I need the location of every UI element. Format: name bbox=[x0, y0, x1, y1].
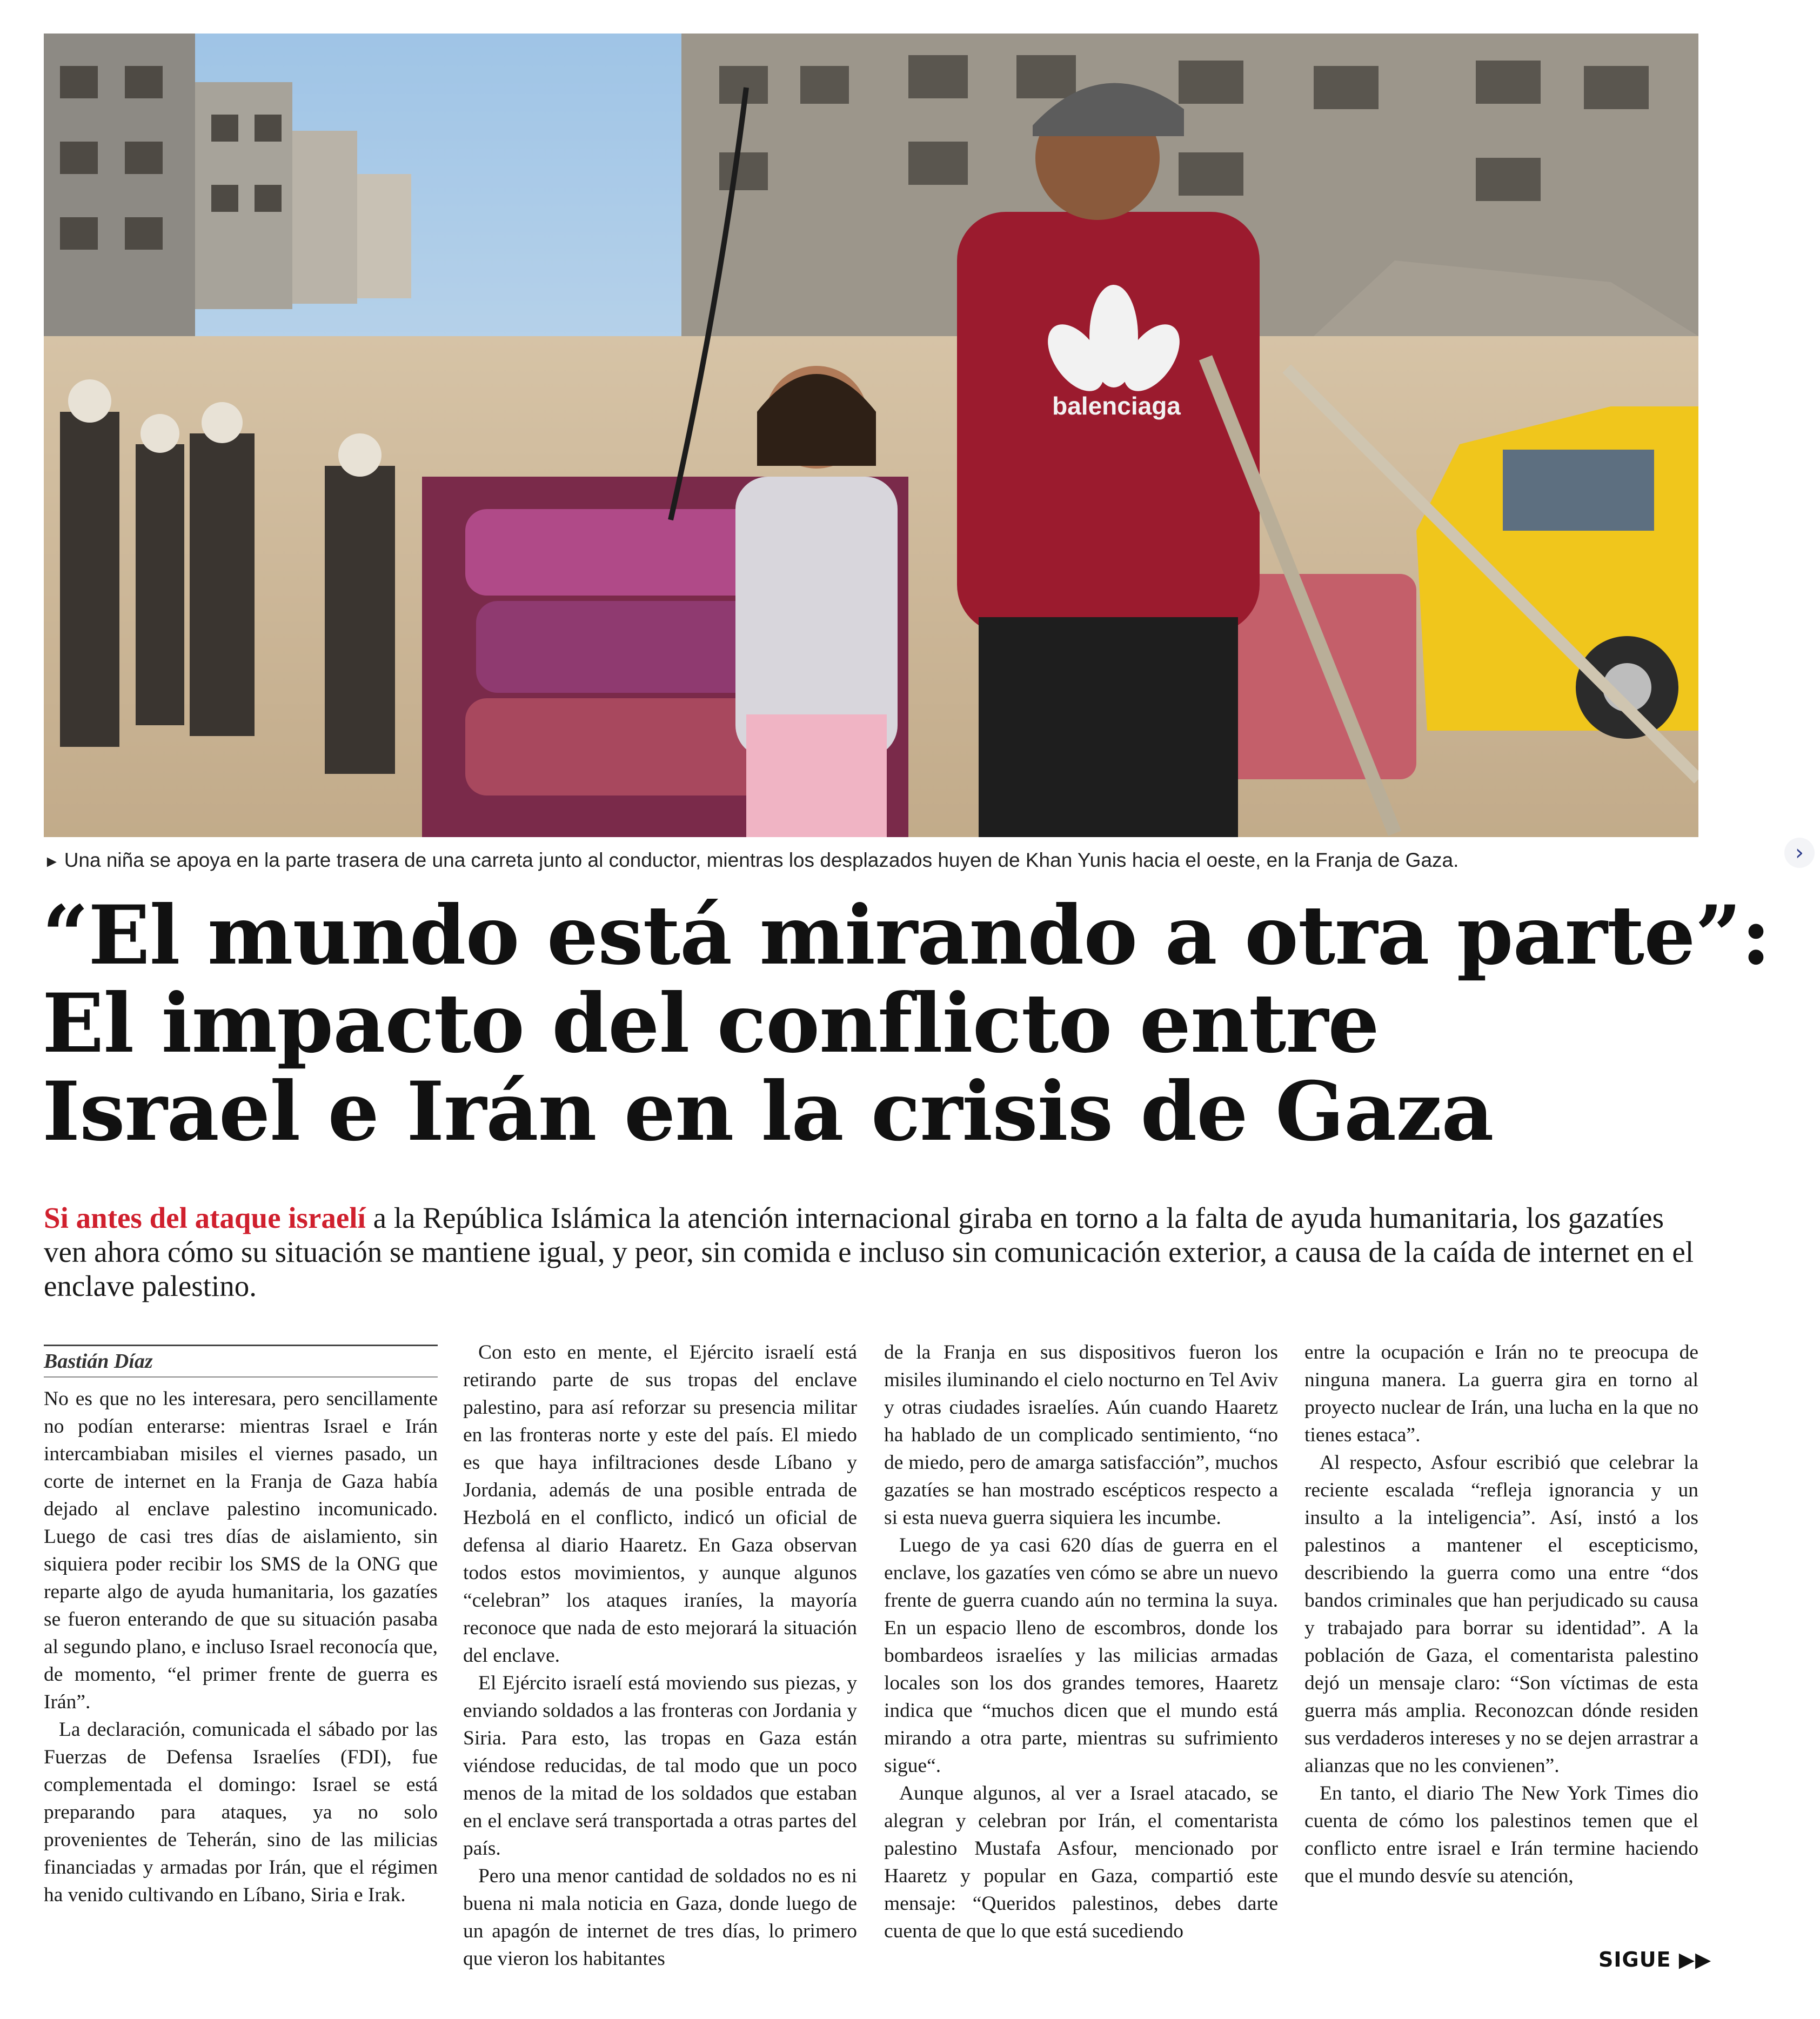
body-column-1 bbox=[44, 1385, 438, 1909]
paragraph: En tanto, el diario The New York Times dio cuenta de cómo los palestinos temen que el conflicto entre israel e Irán termine haciendo que el mundo desvíe su atención, bbox=[1304, 1782, 1698, 1887]
lead-photo bbox=[44, 34, 1698, 837]
paragraph: entre la ocupación e Irán no te preocupa de ninguna manera. La guerra gira en torno al proyecto nuclear de Irán, una lucha en la que no tienes estaca”. bbox=[1304, 1341, 1698, 1446]
byline: Bastián Díaz bbox=[44, 1350, 153, 1373]
headline-line-1: “El mundo está mirando a otra parte”: bbox=[42, 888, 1771, 983]
paragraph: La declaración, comunicada el sábado por las Fuerzas de Defensa Israelíes (FDI), fue complementada el domingo: Israel se está preparando para ataques, ya no solo provenientes de Teherán, sino de las milicias financiadas y armadas por Irán, que el régimen ha venido cultivando en Líbano, Siria e Irak. bbox=[44, 1719, 438, 1906]
photo-illustration bbox=[44, 34, 1698, 837]
paragraph: No es que no les interesara, pero sencillamente no podían enterarse: mientras Israel e Irán intercambiaban misiles el viernes pasado, un corte de internet en la Franja de Gaza había dejado al enclave palestino incomunicado. Luego de casi tres días de aislamiento, sin siquiera poder recibir los SMS de la ONG que reparte algo de ayuda humanitaria, los gazatíes se fueron enterando de que su situación pasaba al segundo plano, e incluso Israel reconocía que, de momento, “el primer frente de guerra es Irán”. bbox=[44, 1388, 438, 1713]
caption-text: Una niña se apoya en la parte trasera de una carreta junto al conductor, mientras los desplazados huyen de Khan Yunis hacia el oeste, en la Franja de Gaza. bbox=[64, 849, 1459, 871]
byline-rule-bottom bbox=[44, 1376, 438, 1378]
paragraph: Aunque algunos, al ver a Israel atacado, se alegran y celebran por Irán, el comentarista palestino Mustafa Asfour, mencionado por Haaretz y popular en Gaza, compartió este mensaje: “Queridos palestinos, debes darte cuenta de que lo que está sucediendo bbox=[884, 1782, 1278, 1942]
paragraph: Luego de ya casi 620 días de guerra en el enclave, los gazatíes ven cómo se abre un nuevo frente de guerra cuando aún no termina la suya. En un espacio lleno de escombros, donde los bombardeos israelíes y las milicias armadas locales son los dos grandes temores, Haaretz indica que “muchos dicen que el mundo está mirando a otra parte, mientras su sufrimiento sigue“. bbox=[884, 1534, 1278, 1777]
paragraph: Pero una menor cantidad de soldados no es ni buena ni mala noticia en Gaza, donde luego de un apagón de internet de tres días, lo primero que vieron los habitantes bbox=[463, 1865, 857, 1970]
body-column-4 bbox=[1304, 1339, 1698, 1890]
headline-line-2: El impacto del conflicto entre bbox=[42, 976, 1379, 1071]
standfirst-text: a la República Islámica la atención internacional giraba en torno a la falta de ayuda humanitaria, los gazatíes ven ahora cómo su situación se mantiene igual, y peor, sin comida e incluso sin comunicación exterior, a causa de la caída de internet en el enclave palestino. bbox=[44, 1201, 1694, 1302]
caption-marker-icon: ► bbox=[44, 853, 60, 871]
shirt-brand-text: balenciaga bbox=[1052, 392, 1181, 420]
paragraph: El Ejército israelí está moviendo sus piezas, y enviando soldados a las fronteras con Jordania y Siria. Para esto, las tropas en Gaza están viéndose reducidas, de tal modo que un poco menos de la mitad de los soldados que estaban en el enclave será transportada a otras partes del país. bbox=[463, 1672, 857, 1860]
paragraph: Con esto en mente, el Ejército israelí está retirando parte de sus tropas del enclave palestino, para así reforzar su presencia militar en las fronteras norte y este del país. El miedo es que haya infiltraciones desde Líbano y Jordania, además de una posible entrada de Hezbolá en el conflicto, indicó un oficial de defensa al diario Haaretz. En Gaza observan todos estos movimientos, y aunque algunos “celebran” los ataques iraníes, la mayoría reconoce que nada de esto mejorará la situación del enclave. bbox=[463, 1341, 857, 1667]
standfirst-lead: Si antes del ataque israelí bbox=[44, 1201, 366, 1234]
headline bbox=[42, 888, 1771, 1159]
paragraph: Al respecto, Asfour escribió que celebrar la reciente escalada “refleja ignorancia y un insulto a la inteligencia”. Así, instó a los palestinos a mantener el escepticismo, describiendo la guerra como una entre “dos bandos criminales que han perjudicado su causa y trabajado para borrar su identidad”. A la población de Gaza, el comentarista palestino dejó un mensaje claro: “Son víctimas de esta guerra más amplia. Reconozcan dónde residen sus verdaderos intereses y no se dejen arrastrar a alianzas que no les convienen”. bbox=[1304, 1452, 1698, 1777]
headline-line-3: Israel e Irán en la crisis de Gaza bbox=[42, 1064, 1494, 1159]
body-column-2 bbox=[463, 1339, 857, 1973]
standfirst bbox=[44, 1201, 1698, 1303]
continues-link[interactable]: SIGUE ▶▶ bbox=[1598, 1948, 1712, 1971]
paragraph: de la Franja en sus dispositivos fueron los misiles iluminando el cielo nocturno en Tel Aviv y otras ciudades israelíes. Aún cuando Haaretz ha hablado de un complicado sentimiento, “no de miedo, pero de amarga satisfacción”, muchos gazatíes se han mostrado escépticos respecto a si esta nueva guerra siquiera les incumbe. bbox=[884, 1341, 1278, 1529]
next-page-arrow-icon[interactable]: › bbox=[1784, 838, 1815, 868]
byline-rule-top bbox=[44, 1345, 438, 1346]
photo-caption bbox=[44, 848, 1698, 874]
body-column-3 bbox=[884, 1339, 1278, 1945]
